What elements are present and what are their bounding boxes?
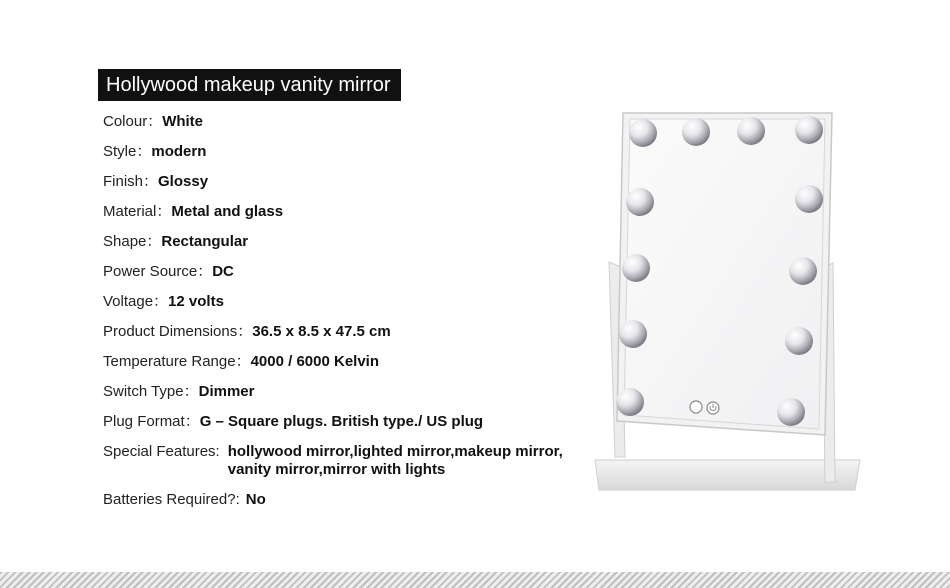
spec-row-voltage — [103, 293, 224, 311]
spec-row-switch-type — [103, 383, 254, 401]
spec-label: Power Source： — [103, 263, 213, 280]
spec-row-dimensions — [103, 323, 391, 341]
light-bulb — [785, 327, 813, 355]
spec-label: Batteries Required?: — [103, 491, 240, 508]
spec-value: G – Square plugs. British type./ US plug — [199, 413, 484, 430]
spec-row-plug-format — [103, 413, 483, 431]
light-bulb — [795, 185, 823, 213]
vanity-mirror-image — [585, 95, 875, 505]
spec-label: Voltage： — [103, 293, 169, 310]
spec-row-power-source — [103, 263, 234, 281]
spec-label: Finish： — [103, 173, 159, 190]
spec-row-special-features — [103, 443, 563, 479]
touch-button-icon — [690, 401, 702, 413]
light-bulb — [616, 388, 644, 416]
spec-label: Product Dimensions： — [103, 323, 253, 340]
light-bulb — [737, 117, 765, 145]
light-bulb — [619, 320, 647, 348]
light-bulb — [789, 257, 817, 285]
spec-value: Dimmer — [198, 383, 255, 400]
spec-label: Style： — [103, 143, 152, 160]
decorative-stripe-band — [0, 572, 950, 588]
spec-label: Material： — [103, 203, 172, 220]
features-line-1: hollywood mirror,lighted mirror,makeup mirror, — [227, 443, 563, 460]
mirror-base — [595, 460, 860, 490]
spec-value — [220, 443, 563, 479]
spec-value: No — [245, 491, 266, 508]
spec-value: DC — [212, 263, 234, 280]
spec-label: Switch Type： — [103, 383, 199, 400]
light-bulb — [682, 118, 710, 146]
light-bulb — [777, 398, 805, 426]
spec-row-style — [103, 143, 206, 161]
spec-row-material — [103, 203, 283, 221]
spec-value: 36.5 x 8.5 x 47.5 cm — [252, 323, 391, 340]
spec-value: Glossy — [158, 173, 209, 190]
spec-label: Plug Format： — [103, 413, 200, 430]
light-bulb — [629, 119, 657, 147]
light-bulb — [626, 188, 654, 216]
features-line-2: vanity mirror,mirror with lights — [227, 461, 446, 478]
spec-row-shape — [103, 233, 248, 251]
light-bulb — [622, 254, 650, 282]
spec-row-colour — [103, 113, 203, 131]
spec-label: Temperature Range： — [103, 353, 251, 370]
spec-value: modern — [151, 143, 207, 160]
spec-value: Metal and glass — [171, 203, 284, 220]
spec-label: Special Features: — [103, 443, 220, 460]
product-title: Hollywood makeup vanity mirror — [98, 69, 401, 101]
spec-row-finish — [103, 173, 208, 191]
light-bulb — [795, 116, 823, 144]
spec-value: 4000 / 6000 Kelvin — [250, 353, 380, 370]
spec-row-batteries — [103, 491, 266, 509]
spec-row-temperature — [103, 353, 379, 371]
spec-value: White — [162, 113, 204, 130]
spec-label: Shape： — [103, 233, 162, 250]
spec-value: Rectangular — [161, 233, 249, 250]
spec-value: 12 volts — [168, 293, 224, 310]
spec-label: Colour： — [103, 113, 163, 130]
